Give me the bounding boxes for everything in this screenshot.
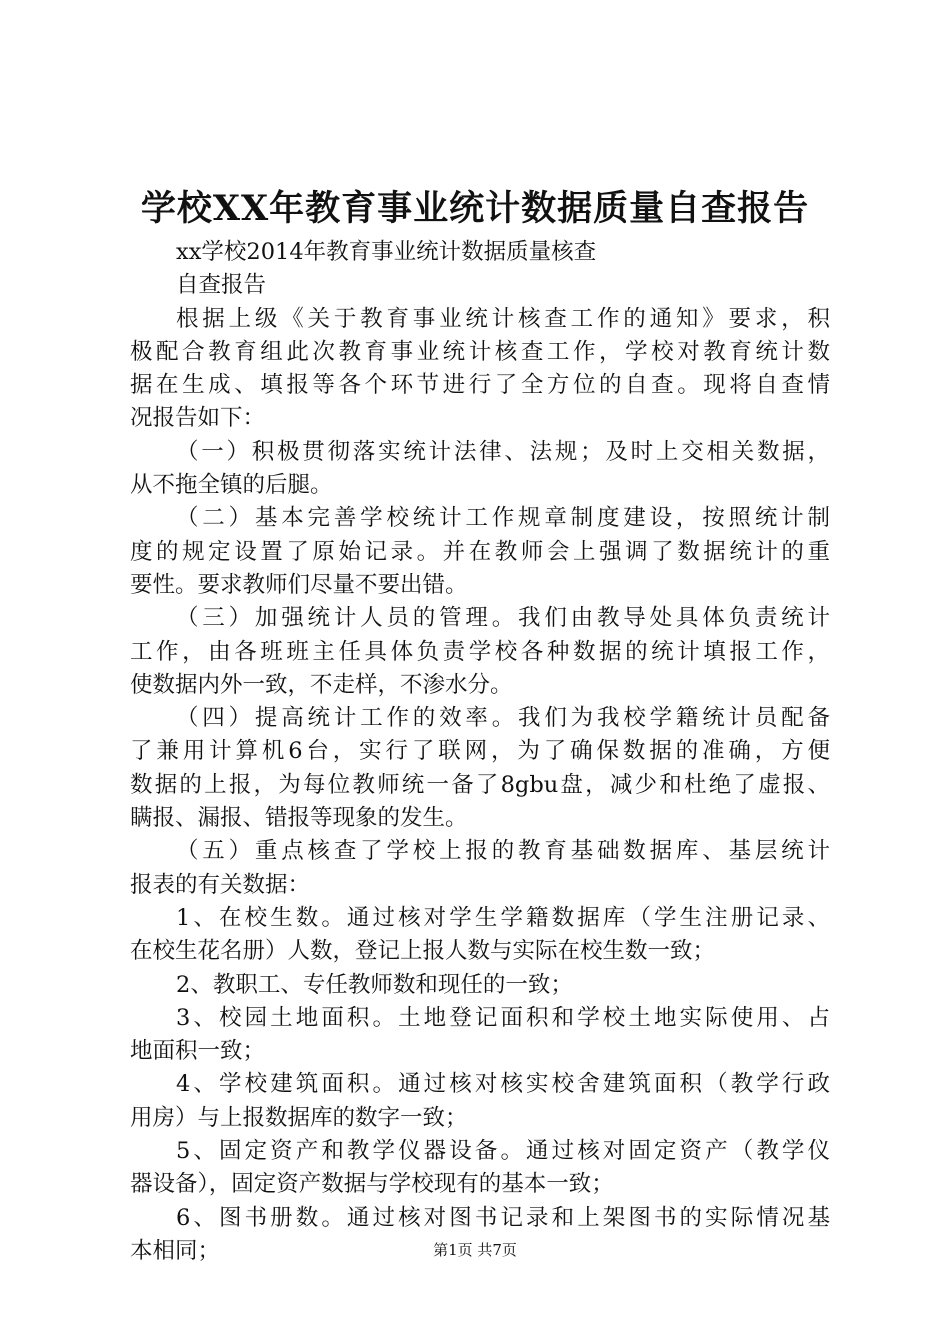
body-line: （二）基本完善学校统计工作规章制度建设，按照统计制 <box>176 505 830 532</box>
body-line: 在校生花名册）人数，登记上报人数与实际在校生数一致； <box>130 938 716 965</box>
page-footer: 第1页 共7页 <box>433 1241 517 1259</box>
body-line: 4、学校建筑面积。通过核对核实校舍建筑面积（教学行政 <box>176 1071 830 1098</box>
body-line: （五）重点核查了学校上报的教育基础数据库、基层统计 <box>176 838 830 865</box>
body-line: 据在生成、填报等各个环节进行了全方位的自查。现将自查情 <box>130 372 830 399</box>
body-line: 地面积一致； <box>130 1038 266 1065</box>
body-line: 要性。要求教师们尽量不要出错。 <box>130 571 468 598</box>
body-line: 从不拖全镇的后腿。 <box>130 472 333 499</box>
body-line: xx学校2014年教育事业统计数据质量核查 <box>176 239 597 265</box>
body-line: （四）提高统计工作的效率。我们为我校学籍统计员配备 <box>176 705 830 732</box>
body-line: 5、固定资产和教学仪器设备。通过核对固定资产（教学仪 <box>176 1138 830 1165</box>
body-line: 使数据内外一致，不走样，不渗水分。 <box>130 671 513 698</box>
body-line: 数据的上报，为每位教师统一备了8gbu盘，减少和杜绝了虚报、 <box>130 771 830 798</box>
body-line: 3、校园土地面积。土地登记面积和学校土地实际使用、占 <box>176 1004 830 1031</box>
body-line: 1、在校生数。通过核对学生学籍数据库（学生注册记录、 <box>176 904 830 931</box>
document-body <box>130 236 830 1268</box>
body-line: 本相同； <box>130 1237 221 1264</box>
body-line: 极配合教育组此次教育事业统计核查工作，学校对教育统计数 <box>130 338 830 365</box>
body-line: 6、图书册数。通过核对图书记录和上架图书的实际情况基 <box>176 1204 830 1231</box>
body-line: 自查报告 <box>176 272 267 299</box>
body-line: 用房）与上报数据库的数字一致； <box>130 1104 468 1131</box>
body-line: 瞒报、漏报、错报等现象的发生。 <box>130 805 468 832</box>
body-line: 工作，由各班班主任具体负责学校各种数据的统计填报工作， <box>130 638 830 665</box>
body-line: 报表的有关数据： <box>130 871 311 898</box>
body-line: 度的规定设置了原始记录。并在教师会上强调了数据统计的重 <box>130 538 830 565</box>
body-line: （一）积极贯彻落实统计法律、法规；及时上交相关数据， <box>176 438 830 465</box>
body-line: 况报告如下： <box>130 405 266 432</box>
body-line: 了兼用计算机6台，实行了联网，为了确保数据的准确，方便 <box>130 738 830 765</box>
body-line: 根据上级《关于教育事业统计核查工作的通知》要求，积 <box>176 305 830 332</box>
body-line: （三）加强统计人员的管理。我们由教导处具体负责统计 <box>176 605 830 632</box>
document-title: 学校XX年教育事业统计数据质量自查报告 <box>140 188 810 229</box>
body-line: 器设备），固定资产数据与学校现有的基本一致； <box>130 1171 614 1198</box>
body-line: 2、教职工、专任教师数和现任的一致； <box>176 971 573 998</box>
